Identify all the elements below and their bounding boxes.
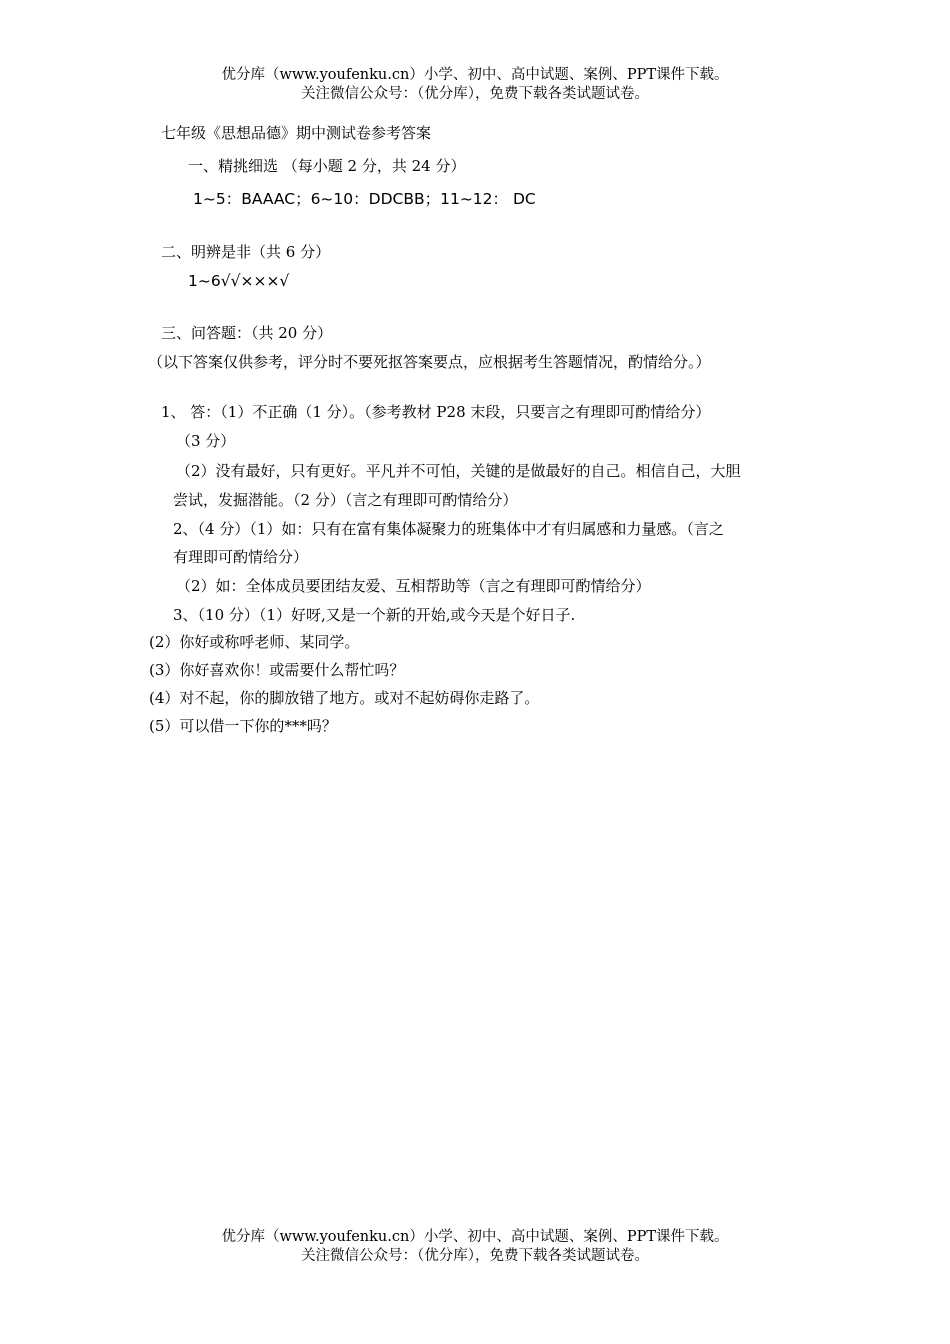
answer-line: （2）如：全体成员要团结友爱、互相帮助等（言之有理即可酌情给分） [176, 577, 651, 595]
footer-line-2: 关注微信公众号：（优分库），免费下载各类试题试卷。 [301, 1248, 649, 1264]
answer-line: 3、（10 分）（1）好呀,又是一个新的开始,或今天是个好日子. [173, 606, 576, 624]
section-2-answers: 1~6√√×××√ [188, 272, 290, 290]
answer-line: （3 分） [176, 432, 236, 450]
header-line-2: 关注微信公众号：（优分库），免费下载各类试题试卷。 [301, 86, 649, 102]
answer-line: （2）没有最好，只有更好。平凡并不可怕，关键的是做最好的自己。相信自己，大胆 [176, 462, 741, 480]
answer-line: (2）你好或称呼老师、某同学。 [149, 633, 360, 651]
document-title: 七年级《思想品德》期中测试卷参考答案 [161, 124, 432, 142]
section-1-answers: 1~5：BAAAC；6~10：DDCBB；11~12： DC [193, 190, 536, 208]
section-1-heading: 一、精挑细选 （每小题 2 分，共 24 分） [188, 157, 466, 175]
answer-line: (4）对不起，你的脚放错了地方。或对不起妨碍你走路了。 [149, 689, 540, 707]
answer-line: (3）你好喜欢你！或需要什么帮忙吗？ [149, 661, 405, 679]
header-line-1: 优分库（www.youfenku.cn）小学、初中、高中试题、案例、PPT课件下载。 [221, 67, 729, 83]
answer-line: 尝试，发掘潜能。（2 分）（言之有理即可酌情给分） [173, 491, 518, 509]
answer-line: (5）可以借一下你的***吗？ [149, 717, 337, 735]
footer-line-1: 优分库（www.youfenku.cn）小学、初中、高中试题、案例、PPT课件下载。 [221, 1229, 729, 1245]
answer-line: 1、 答：（1）不正确（1 分）。（参考教材 P28 末段，只要言之有理即可酌情给分） [161, 403, 711, 421]
section-3-heading: 三、问答题：（共 20 分） [161, 324, 333, 342]
section-3-note: （以下答案仅供参考，评分时不要死抠答案要点，应根据考生答题情况，酌情给分。） [148, 353, 711, 371]
answer-line: 2、（4 分）（1）如：只有在富有集体凝聚力的班集体中才有归属感和力量感。（言之 [173, 520, 724, 538]
section-2-heading: 二、明辨是非（共 6 分） [161, 243, 331, 261]
answer-line: 有理即可酌情给分） [173, 548, 309, 566]
